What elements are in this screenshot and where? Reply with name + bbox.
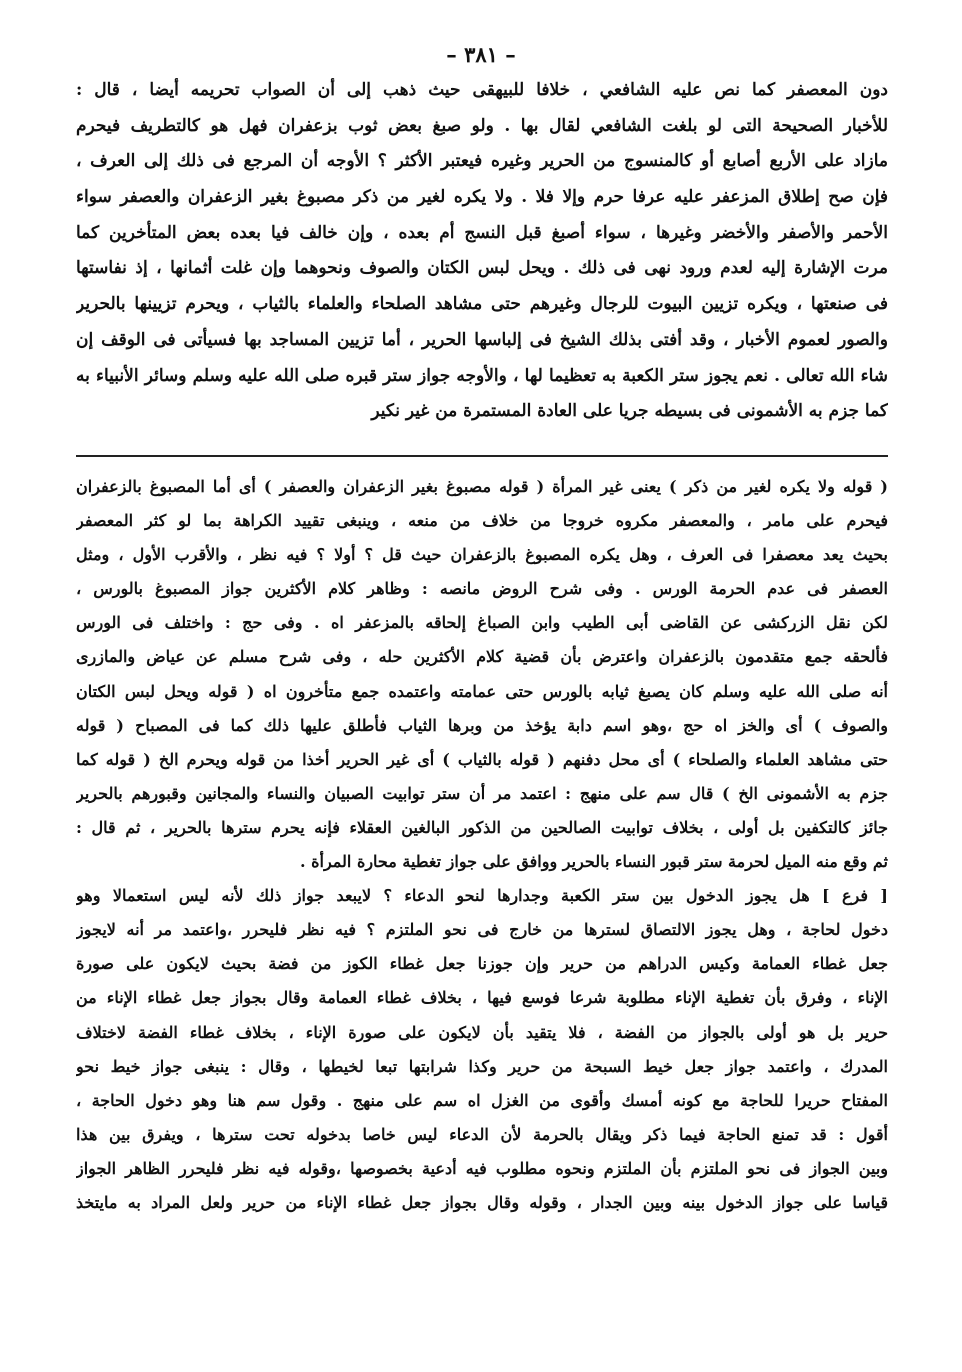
footnote-line: المفتاح حريرا للحاجة مع كونه أمسك وأقوى من الغزل اه سم على منهج . وقول سم هنا وهو دخول الحاجة ، [76,1090,888,1110]
footnote-line: فيحرم على مامر ، والمعصفر مكروه خروجا من خلاف من منعه ، وينبغى تقييد الكراهة بما لو كثر المعصفر [76,511,888,531]
main-text-line: مازاد على الأربع أصابع أو كالمنسوج من الحرير وغيره فيعتبر الأكثر ؟ الأوجه أن المرجع فى ذلك إلى العرف ، [76,151,888,172]
footnote-line: وبين الجواز فى نحو الملتزم بأن الملتزم ونحوه مطلوب فيه أدعية بخصوصها ،وقوله فيه نظر فليحرر الظاهر الجواز [76,1158,888,1178]
footnote-line: جعل غطاء العمامة وكيس الدراهم من حرير وإن جوزنا جعل غطاء الكوز من فضة بحيث لايكون على صورة [76,954,888,974]
footnotes [76,470,888,1220]
page-number: – ٣٨١ – [446,42,516,67]
main-text-line: شاء الله تعالى . نعم يجوز ستر الكعبة به تعظيما لها ، والأوجه جواز ستر قبره صلى الله عليه وسلم وسائر الأنبياء به [76,365,888,386]
footnote-line: [ فرع ] هل يجوز الدخول بين ستر الكعبة وجدارها لنحو الدعاء ؟ لايبعد جواز ذلك لأنه ليس استعمالا وهو [76,886,888,906]
footnote-line: أقول : قد تمنع الحاجة فيما ذكر ويقال بالحرمة لأن الدعاء ليس خاصا بدخوله تحت سترها ، ويفرق بين هذا [76,1124,888,1144]
main-text-line: كما جزم به الأشمونى فى بسيطه جريا على العادة المستمرة من غير نكير [371,401,888,422]
main-text-line: الأحمر والأصفر والأخضر وغيرها ، سواء أصبغ قبل النسج أم بعده ، وإن خالف فيا بعده بعض المتأخرين كما [76,222,888,243]
footnote-line: حرير بل هو أولى بالجواز من الفضة ، فلا يتقيد بأن لايكون على صورة الإناء ، بخلاف غطاء الفضة لاختلاف [76,1022,888,1042]
footnote-line: والصوف ) أى والخز اه حج ،وهو اسم دابة يؤخذ من وبرها الثياب فأطلق عليها ذلك كما فى المصباح ( قوله [76,715,888,735]
footnote-line: بحيث يعد معصفرا فى العرف ، وهل يكره المصبوغ بالزعفران حيث قل ؟ أولا ؟ فيه نظر ، والأقرب الأول ، ومثل [76,545,888,565]
footnote-line: الإناء ، وفرق بأن تغطية الإناء مطلوبة شرعا فوسع فيها ، بخلاف غطاء العمامة وقال بجواز جعل غطاء الإناء من [76,988,888,1008]
main-text-line: مرت الإشارة إليه لعدم ورود نهى فى ذلك . ويحل لبس الكتان والصوف ونحوهما وإن غلت أثمانها ، إذ نفاستها [76,258,888,279]
footnote-line: فألحقه جمع متقدمون بالزعفران واعترض بأن قضية كلام الأكثرين حله ، وفى شرح مسلم عن عياض والمازرى [76,647,888,667]
main-text-line: دون المعصفر كما نص عليه الشافعي ، خلافا للبيهقى حيث ذهب إلى أن الصواب تحريمه أيضا ، قال : [76,80,888,100]
main-text-line: فإن صح إطلاق المزعفر عليه عرفا حرم وإلا فلا . ولا يكره لغير من ذكر مصبوغ بغير الزعفران والعصفر سواء [76,187,888,208]
footnote-line: جائز كالتكفين بل أولى ، بخلاف توابيت الصالحين من الذكور البالغين العقلاء فإنه يحرم سترها بالحرير ، ثم قال : [76,817,888,837]
main-text-line: فى صنعتها ، ويكره تزيين البيوت للرجال وغيرهم حتى مشاهد الصلحاء والعلماء بالثياب ، ويحرم تزيينها بالحرير [76,294,888,315]
footnote-line: العصفر فى عدم الحرمة الورس . وفى شرح الروض مانصه : وظاهر كلام الأكثرين جواز المصبوغ بالورس ، [76,579,888,599]
footnote-line: المدرك ، واعتمد جواز جعل خيط السبحة من حرير وكذا شرابتها تبعا لخيطها ، وقال : ينبغى جواز خيط نحو [76,1056,888,1076]
main-text-line: للأخبار الصحيحة التى لو بلغت الشافعي لقال بها . ولو صبغ بعض ثوب بزعفران فهل هو كالتطريف فيحرم [76,115,888,136]
footnote-line: قياسا على جواز الدخول بينه وبين الجدار ، وقوله وقال بجواز جعل غطاء الإناء من حرير ولعل المراد به مايتخذ [76,1192,888,1212]
footnote-separator [76,455,888,457]
footnote-line: جزم به الأشمونى الخ ) قال سم على منهج : اعتمد مر أن ستر توابيت الصبيان والنساء والمجانين وقبورهم بالحرير [76,783,888,803]
footnote-line: أنه صلى الله عليه وسلم كان يصبغ ثيابه بالورس حتى عمامته واعتمده جمع متأخرون اه ( قوله ويحل لبس الكتان [76,681,888,701]
footnote-line: دخول لحاجة ، وهل يجوز الالتصاق لسترها من خارج فى نحو الملتزم ؟ فيه نظر فليحرر ،واعتمد مر أنه لايجوز [76,920,888,940]
main-text-line: والصور لعموم الأخبار ، وقد أفتى بذلك الشيخ فى إلباسها الحرير ، أما تزيين المساجد بها فسيأتى فى الوقف إن [76,329,888,350]
footnote-line: حتى مشاهد العلماء والصلحاء ) أى محل دفنهم ( قوله بالثياب ) أى غير الحرير أخذا من قوله ويحرم الخ ( قوله كما [76,749,888,769]
footnote-line: ثم وقع منه الميل لحرمة ستر قبور النساء بالحرير ووافق على جواز تغطية محارة المرأة . [300,852,888,872]
footnote-line: ( قوله ولا يكره لغير من ذكر ) يعنى غير المرأة ( قوله مصبوغ بغير الزعفران والعصفر ) أى أما المصبوغ بالزعفران [76,477,888,496]
footnote-line: لكن نقل الزركشى عن القاضى أبى الطيب وابن الصباغ إلحاقه بالمزعفر اه . وفى حج : واختلف فى الورس [76,613,888,633]
main-text [76,73,888,430]
